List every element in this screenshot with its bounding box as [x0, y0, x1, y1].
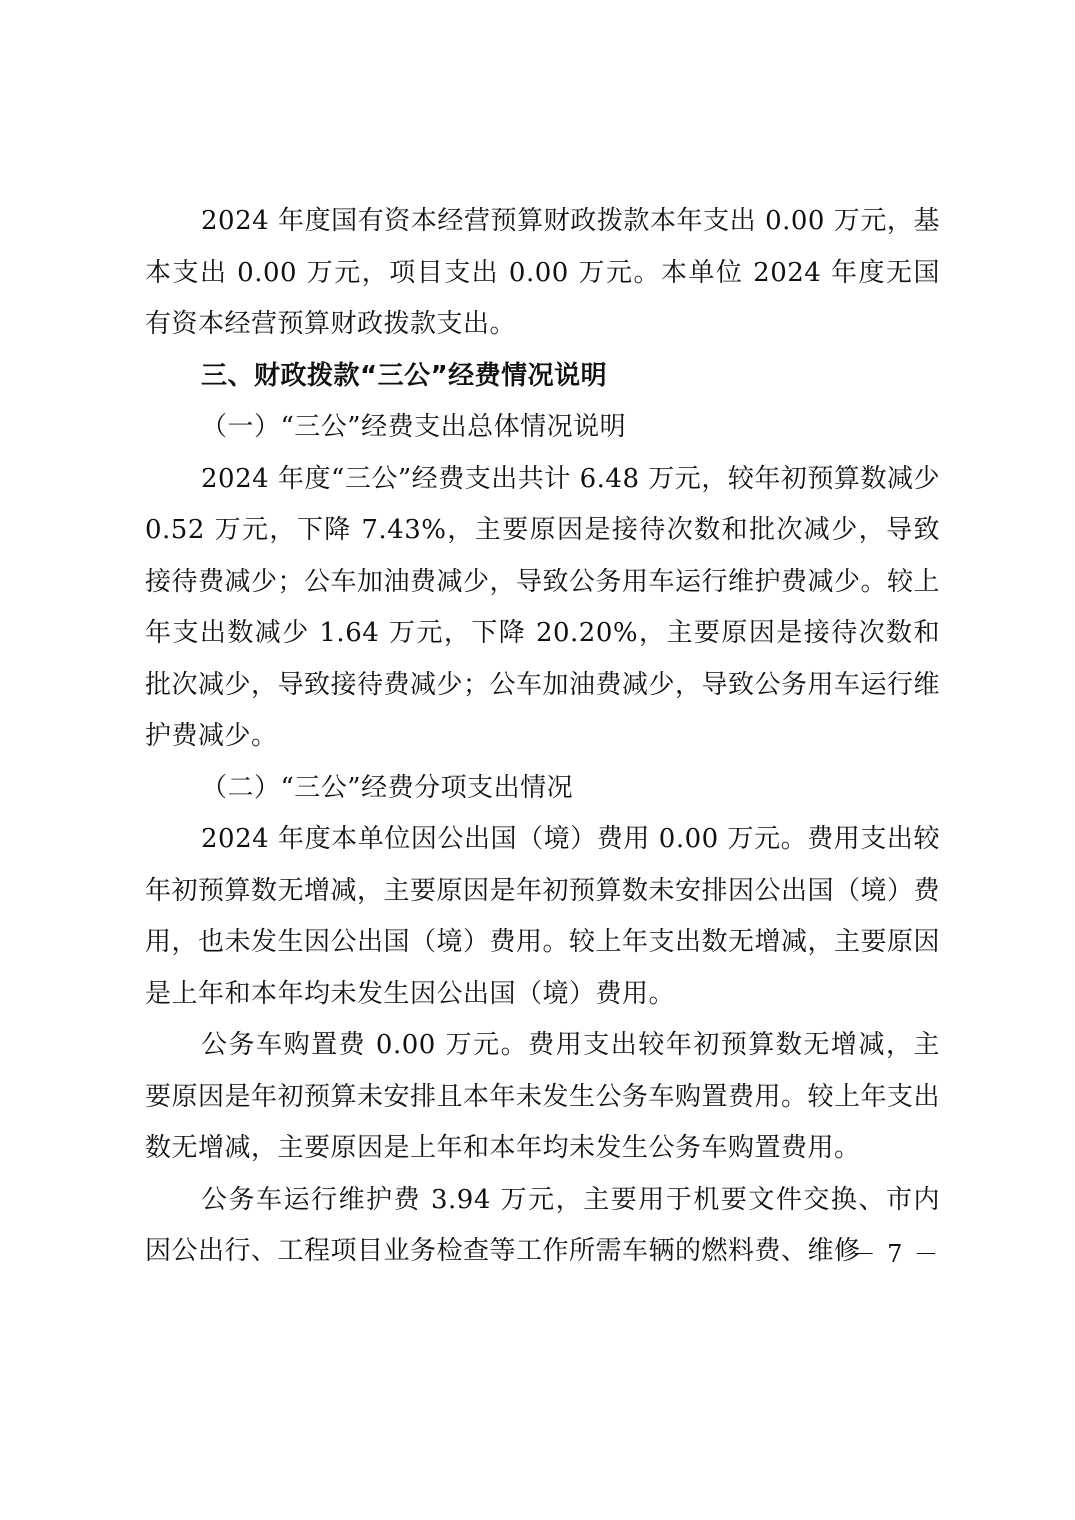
- paragraph-vehicle-maintenance: 公务车运行维护费 3.94 万元，主要用于机要文件交换、市内因公出行、工程项目业务检查等工作所需车辆的燃料费、维修: [145, 1184, 940, 1266]
- paragraph-overall-expenditure: 2024 年度“三公”经费支出共计 6.48 万元，较年初预算数减少 0.52 万元，下降 7.43%，主要原因是接待次数和批次减少，导致接待费减少；公车加油费减少，导致公务用车运行维护费减少。较上年支出数减少 1.64 万元，下降 20.20%，主要原因是接待次数和批次减少，导致接待费减少；公车加油费减少，导致公务用车运行维护费减少。: [145, 463, 941, 751]
- paragraph-state-capital-budget: 2024 年度国有资本经营预算财政拨款本年支出 0.00 万元，基本支出 0.00 万元，项目支出 0.00 万元。本单位 2024 年度无国有资本经营预算财政拨款支出。: [145, 206, 940, 339]
- subheading-overall: （一）“三公”经费支出总体情况说明: [201, 412, 627, 442]
- page-number: － 7 －: [851, 1240, 940, 1268]
- document-body: [145, 196, 940, 1278]
- subheading-itemized: （二）“三公”经费分项支出情况: [201, 772, 574, 803]
- section-heading-three-public: 三、财政拨款“三公”经费情况说明: [201, 360, 608, 391]
- paragraph-overseas-travel: 2024 年度本单位因公出国（境）费用 0.00 万元。费用支出较年初预算数无增减，主要原因是年初预算数未安排因公出国（境）费用，也未发生因公出国（境）费用。较上年支出数无增减，主要原因是上年和本年均未发生因公出国（境）费用。: [145, 824, 941, 1009]
- paragraph-vehicle-purchase: 公务车购置费 0.00 万元。费用支出较年初预算数无增减，主要原因是年初预算未安排且本年未发生公务车购置费用。较上年支出数无增减，主要原因是上年和本年均未发生公务车购置费用。: [145, 1030, 941, 1163]
